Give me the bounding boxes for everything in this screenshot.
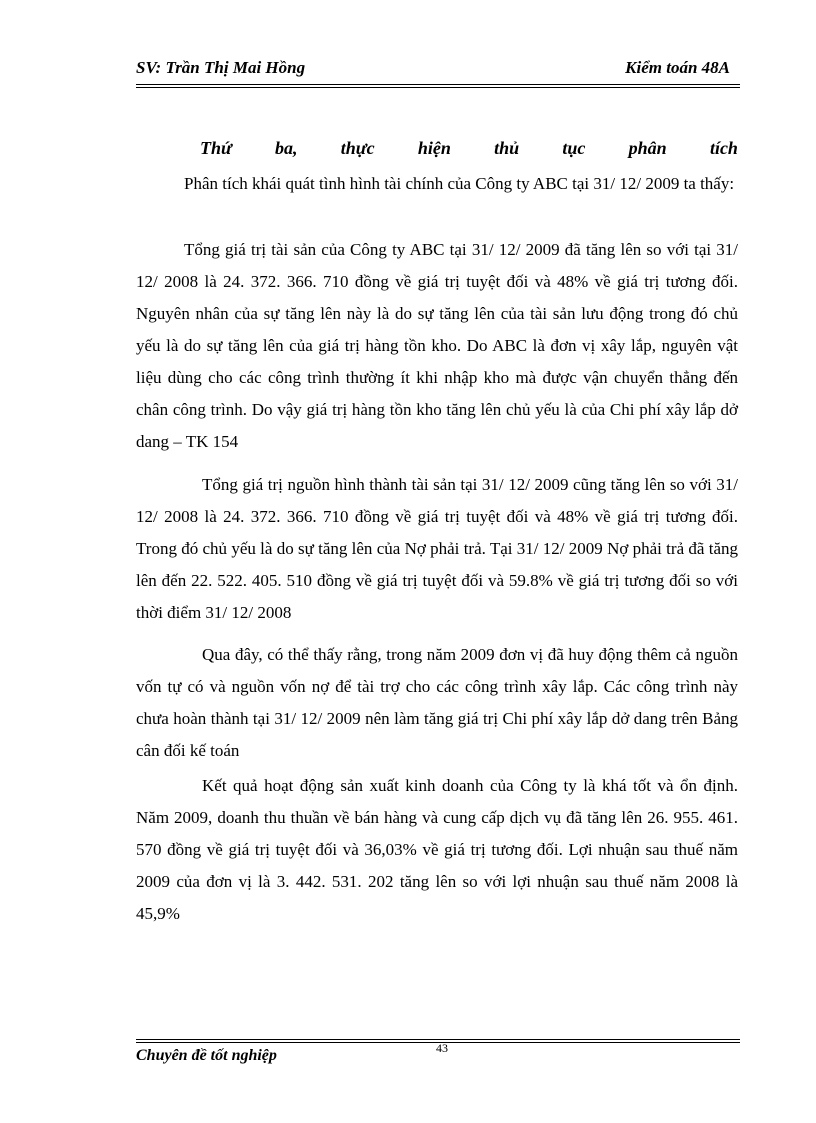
heading-word: thủ: [494, 138, 520, 158]
heading-word: tích: [709, 138, 738, 158]
header-author: SV: Trần Thị Mai Hồng: [136, 58, 306, 77]
page-header: [136, 58, 740, 82]
footer-rule-top: [136, 1039, 740, 1040]
paragraph-total-assets: Tổng giá trị tài sản của Công ty ABC tại 31/ 12/ 2009 đã tăng lên so với tại 31/ 12/ 2008 là 24. 372. 366. 710 đồng về giá trị tuyệt đối và 48% về giá trị tương đối. Nguyên nhân của sự tăng lên này là do sự tăng lên của tài sản lưu động trong đó chủ yếu là do sự tăng lên của giá trị hàng tồn kho. Do ABC là đơn vị xây lắp, nguyên vật liệu dùng cho các công trình thường ít khi nhập kho mà được vận chuyển thẳng đến chân công trình. Do vậy giá trị hàng tồn kho tăng lên chủ yếu là của Chi phí xây lắp dở dang – TK 154: [136, 240, 738, 451]
heading-word: Thứ: [200, 138, 232, 158]
heading-word: thực: [340, 138, 375, 158]
header-rule-bottom: [136, 87, 740, 88]
heading-word: phân: [628, 138, 667, 158]
paragraph-business-results: Kết quả hoạt động sản xuất kinh doanh của Công ty là khá tốt và ổn định. Năm 2009, doanh thu thuần về bán hàng và cung cấp dịch vụ đã tăng lên 26. 955. 461. 570 đồng về giá trị tuyệt đối và 36,03% về giá trị tương đối. Lợi nhuận sau thuế năm 2009 của đơn vị là 3. 442. 531. 202 tăng lên so với lợi nhuận sau thuế năm 2008 là 45,9%: [136, 776, 738, 923]
paragraph-funding-sources: Tổng giá trị nguồn hình thành tài sản tại 31/ 12/ 2009 cũng tăng lên so với 31/ 12/ 2008 là 24. 372. 366. 710 đồng về giá trị tuyệt đối và 48% về giá trị tương đối. Trong đó chủ yếu là do sự tăng lên của Nợ phải trả. Tại 31/ 12/ 2009 Nợ phải trả đã tăng lên đến 22. 522. 405. 510 đồng về giá trị tuyệt đối và 59.8% về giá trị tương đối so với thời điểm 31/ 12/ 2008: [136, 475, 738, 622]
page-number: 43: [436, 1041, 448, 1055]
header-class: Kiểm toán 48A: [625, 58, 730, 77]
header-rule-top: [136, 84, 740, 85]
footer-title: Chuyên đề tốt nghiệp: [136, 1047, 277, 1064]
paragraph-intro: Phân tích khái quát tình hình tài chính của Công ty ABC tại 31/ 12/ 2009 ta thấy:: [184, 174, 735, 193]
paragraph-conclusion: Qua đây, có thể thấy rằng, trong năm 2009 đơn vị đã huy động thêm cả nguồn vốn tự có và nguồn vốn nợ để tài trợ cho các công trình xây lắp. Các công trình này chưa hoàn thành tại 31/ 12/ 2009 nên làm tăng giá trị Chi phí xây lắp dở dang trên Bảng cân đối kế toán: [136, 645, 738, 760]
heading-word: ba,: [275, 138, 298, 158]
heading-word: hiện: [417, 138, 451, 158]
heading-word: tục: [562, 138, 586, 158]
section-heading: [200, 138, 738, 162]
